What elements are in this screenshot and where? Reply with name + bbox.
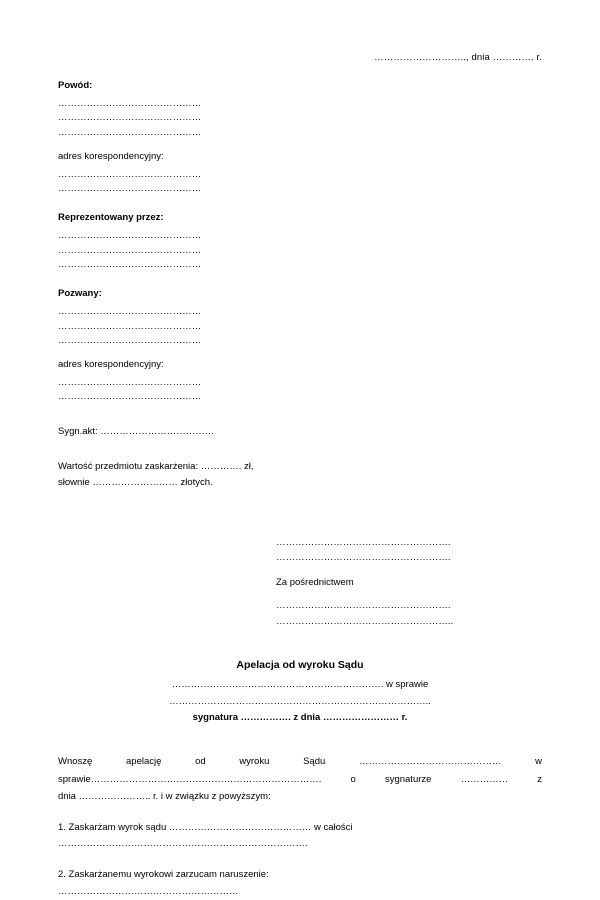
paragraph-row-3[interactable]: dnia ………………….. r. i w związku z powyższym: (58, 791, 271, 803)
fill-line[interactable]: ……………………………………… (58, 112, 202, 124)
section-adres-korespondencyjny-powod (58, 150, 542, 197)
fill-line[interactable]: ……………………………………… (58, 229, 202, 241)
fill-line[interactable]: ……………………………………… (58, 168, 202, 180)
section-powod (58, 79, 542, 141)
word: apelację (126, 756, 162, 768)
paragraph-row-1 (58, 753, 542, 771)
document-title: Apelacja od wyroku Sądu (236, 658, 364, 671)
court-address-block (276, 535, 542, 629)
spacer (58, 141, 542, 150)
fill-line[interactable]: ………………………………………………. (276, 600, 451, 612)
spacer (58, 197, 542, 211)
fill-line[interactable]: ………………………………………………. (276, 536, 451, 548)
fill-line[interactable]: ……………………………………… (58, 335, 202, 347)
section-label: adres korespondencyjny: (58, 358, 164, 370)
word: Sądu (303, 756, 326, 768)
section-adres-korespondencyjny-pozwany (58, 358, 542, 405)
fill-line[interactable]: ……………………………………… (58, 183, 202, 195)
section-reprezentowany-przez (58, 211, 542, 273)
list-item-subline[interactable]: ………………………………………………… (58, 885, 239, 897)
spacer (58, 521, 542, 535)
spacer (58, 439, 542, 459)
spacer (58, 853, 542, 867)
wartosc-przedmiotu-line2[interactable]: słownie ……………………… złotych. (58, 477, 213, 489)
za-posrednictwem-label: Za pośrednictwem (276, 577, 354, 589)
fill-line[interactable]: ……………………………………… (58, 391, 202, 403)
word: w (535, 756, 542, 768)
wartosc-przedmiotu-line1[interactable]: Wartość przedmiotu zaskarżenia: …………. zł, (58, 461, 254, 473)
fill-line[interactable]: …………… (460, 773, 509, 785)
fill-line[interactable]: ……………………………………………….. (276, 615, 454, 627)
fill-line[interactable]: sprawie………………………………………………………………. (58, 773, 322, 785)
spacer (58, 405, 542, 425)
list-item-subline[interactable]: ……………………………………………………………………. (58, 838, 308, 850)
section-pozwany (58, 287, 542, 349)
fill-line[interactable]: ………………………………………………. (276, 551, 451, 563)
fill-line[interactable]: ……………………………………… (58, 305, 202, 317)
section-label: adres korespondencyjny: (58, 150, 164, 162)
fill-line[interactable]: ……………………………………… (58, 244, 202, 256)
word: o (350, 773, 356, 785)
section-label: Pozwany: (58, 288, 102, 300)
list-item[interactable]: 2. Zaskarżanemu wyrokowi zarzucam naruszenie: (58, 869, 269, 881)
paragraph-row-2 (58, 771, 542, 789)
word: z (537, 773, 542, 785)
section-label: Reprezentowany przez: (58, 212, 164, 224)
spacer (58, 491, 542, 521)
spacer (58, 629, 542, 659)
spacer (58, 723, 542, 753)
fill-line[interactable]: ……………………………………… (58, 127, 202, 139)
section-label: Powód: (58, 80, 93, 91)
fill-line[interactable]: ……………………………………… (58, 259, 202, 271)
word: Wnoszę (58, 756, 93, 768)
title-fill-line-2[interactable]: ……………………………………………………………………….. (169, 695, 431, 707)
word: wyroku (239, 756, 270, 768)
spacer (58, 273, 542, 287)
list-item[interactable]: 1. Zaskarżam wyrok sądu ……………………………………… w całości (58, 821, 353, 833)
word: sygnaturze (384, 773, 432, 785)
fill-line[interactable]: ……………………………………… (58, 376, 202, 388)
body-paragraph (58, 753, 542, 806)
title-signature-line[interactable]: sygnatura ……………. z dnia …………………… r. (192, 712, 408, 724)
fill-line[interactable]: ……………………………………… (358, 756, 502, 768)
spacer (58, 806, 542, 820)
word: od (195, 756, 206, 768)
spacer (58, 349, 542, 358)
fill-line[interactable]: ……………………………………… (58, 97, 202, 109)
date-line: ……………………….., dnia …………. r. (374, 52, 542, 63)
title-fill-line-1[interactable]: …………………………………………………………. w sprawie (171, 678, 429, 690)
sygn-akt-line[interactable]: Sygn.akt: ……………………………… (58, 426, 215, 438)
fill-line[interactable]: ……………………………………… (58, 320, 202, 332)
